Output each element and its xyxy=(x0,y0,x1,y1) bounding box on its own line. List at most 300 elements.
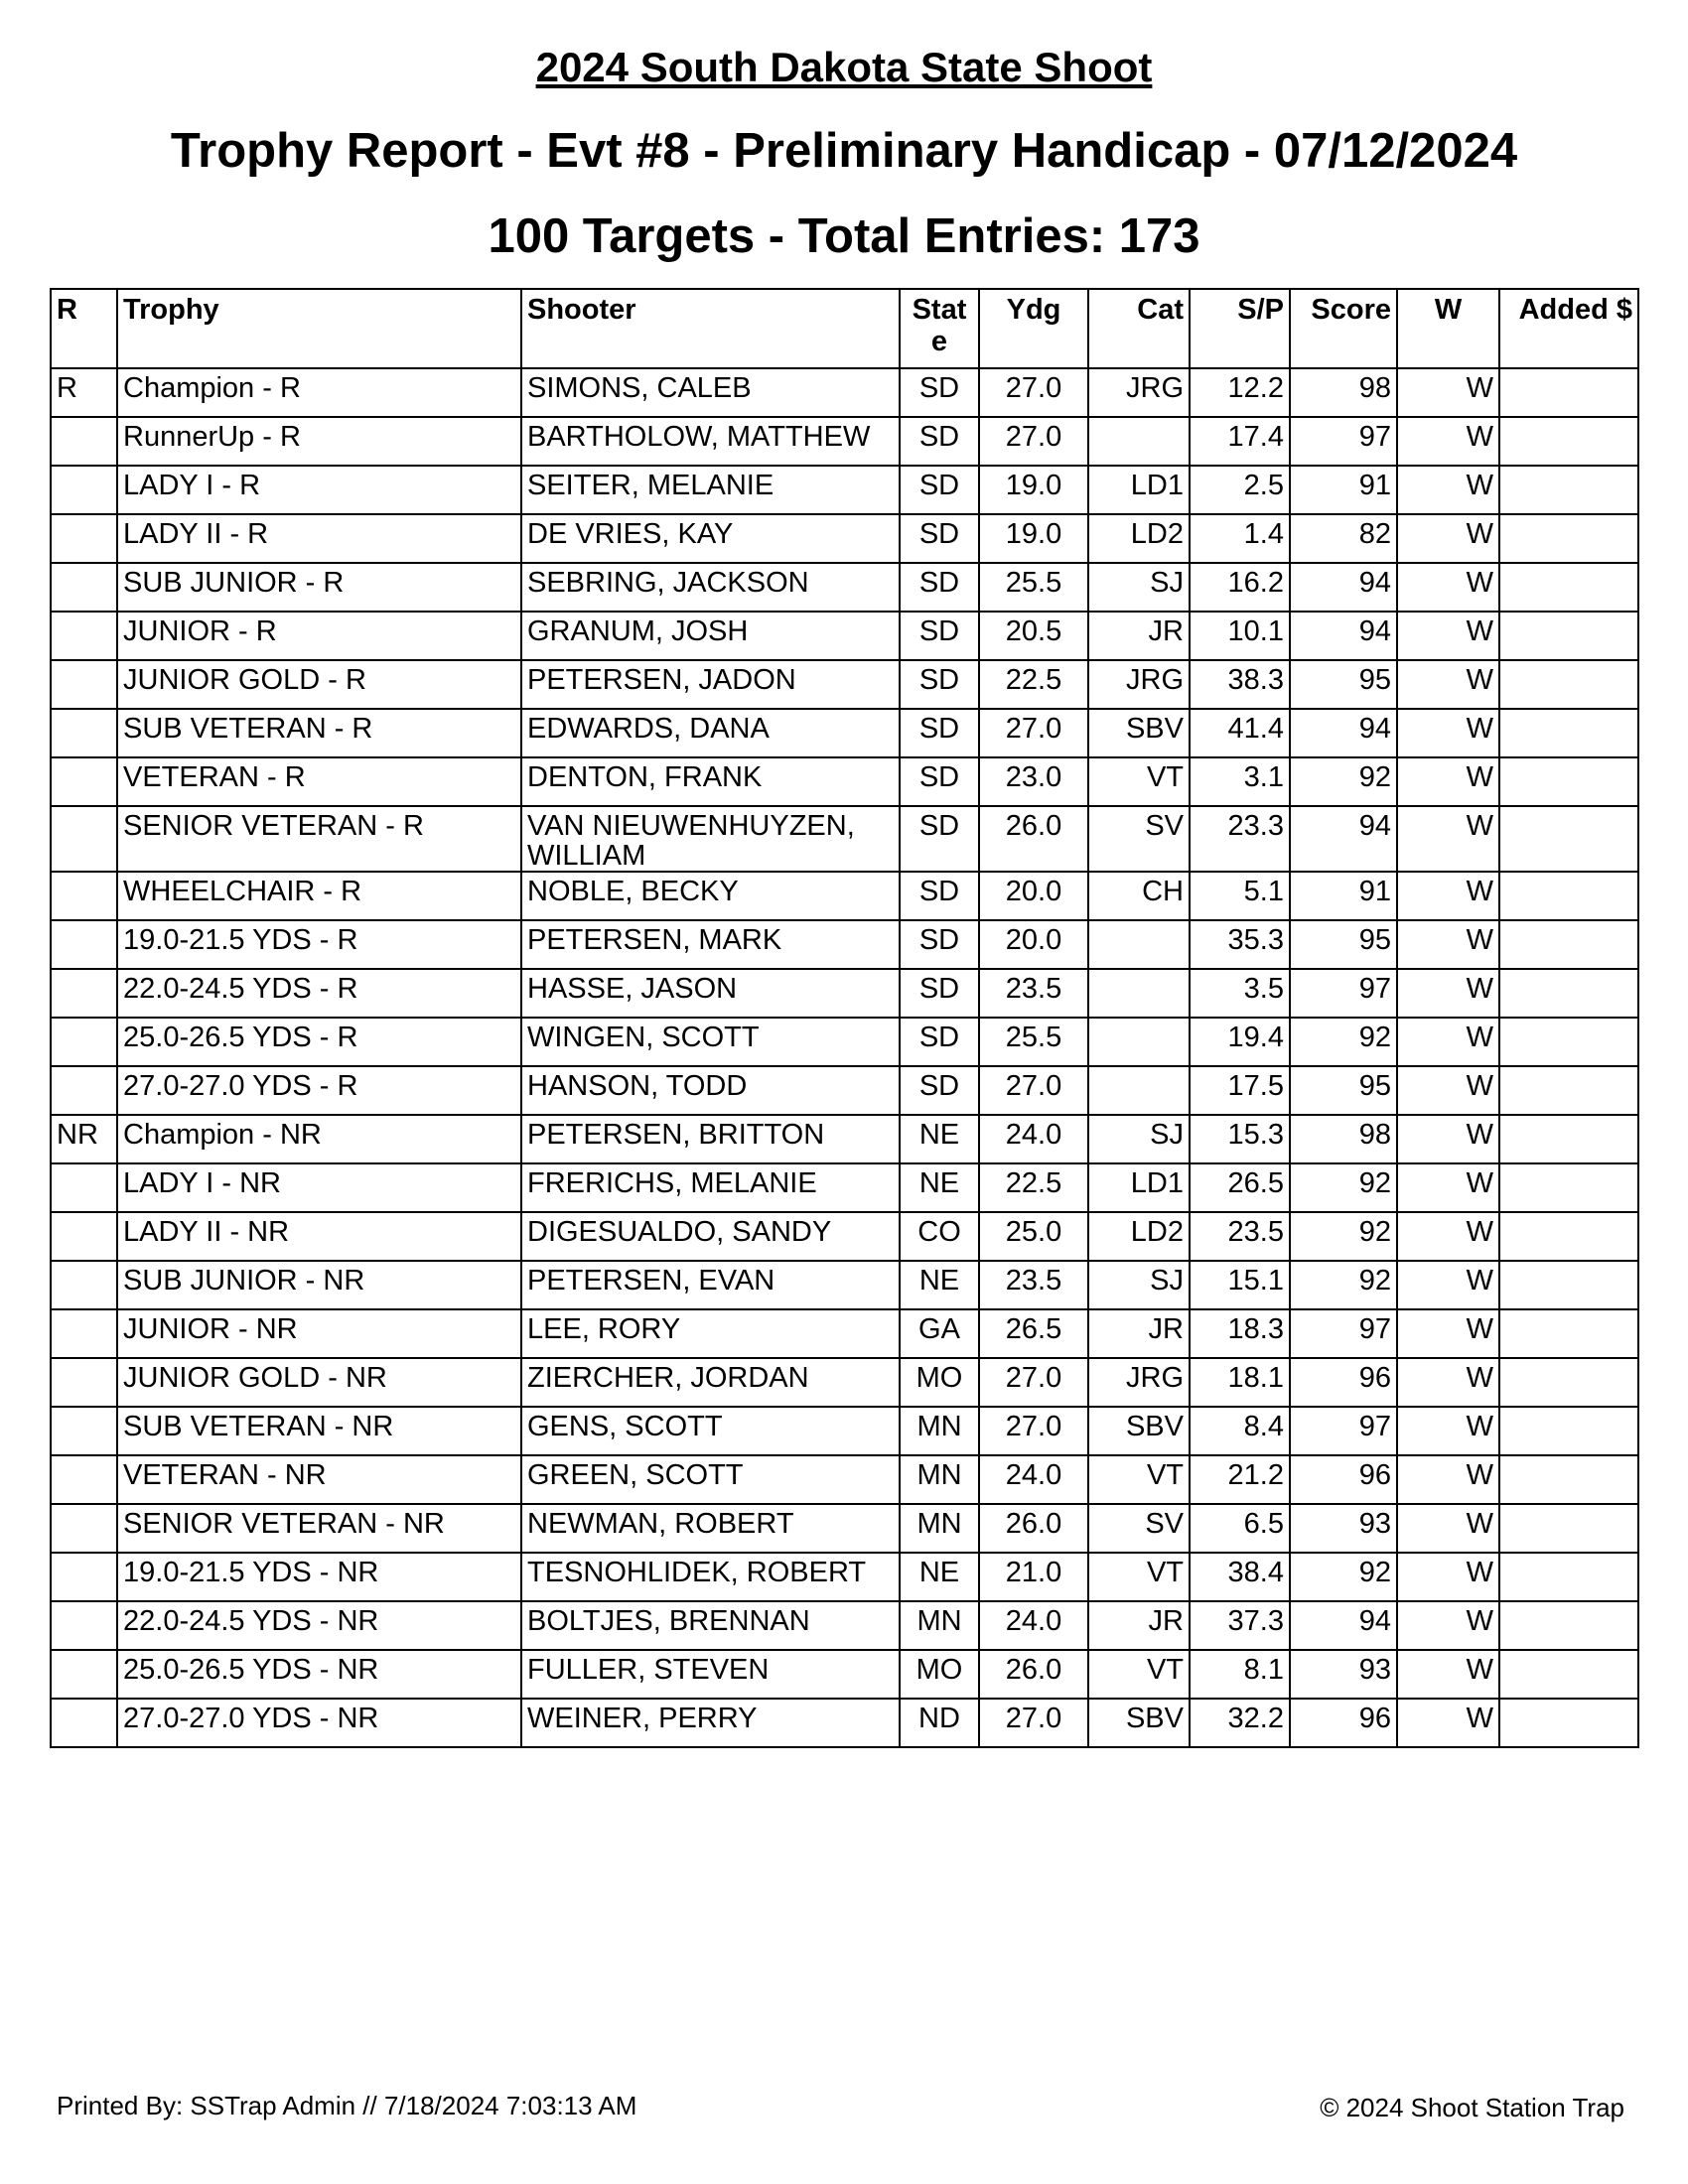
cell-r xyxy=(51,1650,117,1699)
cell-sp: 15.3 xyxy=(1190,1115,1290,1163)
cell-sp: 26.5 xyxy=(1190,1163,1290,1212)
cell-state: SD xyxy=(900,920,979,969)
cell-state: NE xyxy=(900,1115,979,1163)
cell-shooter: NEWMAN, ROBERT xyxy=(521,1504,900,1553)
cell-score: 95 xyxy=(1290,660,1397,709)
cell-shooter: GENS, SCOTT xyxy=(521,1407,900,1455)
cell-added xyxy=(1499,1163,1638,1212)
cell-cat: VT xyxy=(1088,757,1190,806)
cell-r xyxy=(51,1407,117,1455)
cell-w: W xyxy=(1397,1553,1499,1601)
cell-sp: 2.5 xyxy=(1190,466,1290,514)
cell-ydg: 26.5 xyxy=(979,1309,1088,1358)
cell-w: W xyxy=(1397,514,1499,563)
table-row xyxy=(51,920,1638,969)
cell-score: 97 xyxy=(1290,1309,1397,1358)
cell-state: NE xyxy=(900,1261,979,1309)
cell-trophy: Champion - R xyxy=(117,368,521,417)
table-header-row xyxy=(51,289,1638,368)
cell-trophy: SENIOR VETERAN - R xyxy=(117,806,521,872)
cell-added xyxy=(1499,466,1638,514)
cell-added xyxy=(1499,1212,1638,1261)
cell-score: 98 xyxy=(1290,1115,1397,1163)
cell-r: R xyxy=(51,368,117,417)
cell-cat: VT xyxy=(1088,1455,1190,1504)
table-row xyxy=(51,757,1638,806)
cell-state: CO xyxy=(900,1212,979,1261)
cell-ydg: 23.0 xyxy=(979,757,1088,806)
cell-r xyxy=(51,1163,117,1212)
cell-cat: VT xyxy=(1088,1650,1190,1699)
cell-cat: CH xyxy=(1088,872,1190,920)
cell-w: W xyxy=(1397,1455,1499,1504)
cell-ydg: 22.5 xyxy=(979,660,1088,709)
table-row xyxy=(51,1212,1638,1261)
cell-trophy: VETERAN - R xyxy=(117,757,521,806)
cell-ydg: 26.0 xyxy=(979,1504,1088,1553)
cell-sp: 16.2 xyxy=(1190,563,1290,612)
cell-w: W xyxy=(1397,1261,1499,1309)
cell-state: SD xyxy=(900,368,979,417)
cell-state: SD xyxy=(900,417,979,466)
cell-added xyxy=(1499,1504,1638,1553)
cell-trophy: 22.0-24.5 YDS - R xyxy=(117,969,521,1018)
cell-state: SD xyxy=(900,514,979,563)
cell-shooter: BOLTJES, BRENNAN xyxy=(521,1601,900,1650)
cell-score: 96 xyxy=(1290,1358,1397,1407)
col-header-state-line2: e xyxy=(930,326,948,357)
cell-cat: SJ xyxy=(1088,1261,1190,1309)
cell-state: MN xyxy=(900,1455,979,1504)
cell-trophy: 27.0-27.0 YDS - NR xyxy=(117,1699,521,1747)
cell-ydg: 26.0 xyxy=(979,1650,1088,1699)
cell-sp: 8.4 xyxy=(1190,1407,1290,1455)
cell-w: W xyxy=(1397,806,1499,872)
cell-state: MO xyxy=(900,1650,979,1699)
table-row xyxy=(51,368,1638,417)
cell-trophy: VETERAN - NR xyxy=(117,1455,521,1504)
cell-added xyxy=(1499,1407,1638,1455)
cell-w: W xyxy=(1397,1407,1499,1455)
cell-r xyxy=(51,920,117,969)
cell-sp: 37.3 xyxy=(1190,1601,1290,1650)
cell-sp: 15.1 xyxy=(1190,1261,1290,1309)
table-row xyxy=(51,660,1638,709)
trophy-table xyxy=(50,288,1639,1748)
table-row xyxy=(51,872,1638,920)
col-header-r: R xyxy=(51,289,117,368)
cell-state: MN xyxy=(900,1601,979,1650)
cell-trophy: 19.0-21.5 YDS - NR xyxy=(117,1553,521,1601)
table-row xyxy=(51,1601,1638,1650)
table-row xyxy=(51,1066,1638,1115)
cell-ydg: 20.5 xyxy=(979,612,1088,660)
cell-sp: 38.3 xyxy=(1190,660,1290,709)
cell-trophy: 19.0-21.5 YDS - R xyxy=(117,920,521,969)
cell-score: 94 xyxy=(1290,563,1397,612)
cell-state: SD xyxy=(900,969,979,1018)
cell-sp: 23.3 xyxy=(1190,806,1290,872)
cell-ydg: 27.0 xyxy=(979,1699,1088,1747)
cell-added xyxy=(1499,757,1638,806)
cell-shooter: HANSON, TODD xyxy=(521,1066,900,1115)
printed-by: Printed By: SSTrap Admin // 7/18/2024 7:03:13 AM xyxy=(57,2091,637,2120)
cell-r xyxy=(51,417,117,466)
cell-cat: JR xyxy=(1088,1601,1190,1650)
cell-added xyxy=(1499,1601,1638,1650)
cell-ydg: 24.0 xyxy=(979,1455,1088,1504)
cell-r xyxy=(51,1066,117,1115)
cell-added xyxy=(1499,660,1638,709)
cell-ydg: 27.0 xyxy=(979,709,1088,757)
cell-r xyxy=(51,563,117,612)
cell-sp: 12.2 xyxy=(1190,368,1290,417)
cell-sp: 18.1 xyxy=(1190,1358,1290,1407)
cell-state: SD xyxy=(900,563,979,612)
cell-cat xyxy=(1088,920,1190,969)
cell-cat: JRG xyxy=(1088,368,1190,417)
cell-trophy: 22.0-24.5 YDS - NR xyxy=(117,1601,521,1650)
cell-score: 92 xyxy=(1290,1018,1397,1066)
table-row xyxy=(51,1115,1638,1163)
cell-w: W xyxy=(1397,1212,1499,1261)
cell-ydg: 27.0 xyxy=(979,368,1088,417)
cell-shooter: HASSE, JASON xyxy=(521,969,900,1018)
cell-w: W xyxy=(1397,920,1499,969)
cell-state: SD xyxy=(900,466,979,514)
cell-w: W xyxy=(1397,417,1499,466)
cell-shooter: NOBLE, BECKY xyxy=(521,872,900,920)
cell-w: W xyxy=(1397,660,1499,709)
cell-shooter: SEITER, MELANIE xyxy=(521,466,900,514)
cell-w: W xyxy=(1397,1115,1499,1163)
cell-ydg: 25.5 xyxy=(979,563,1088,612)
cell-ydg: 23.5 xyxy=(979,969,1088,1018)
cell-shooter: WINGEN, SCOTT xyxy=(521,1018,900,1066)
cell-w: W xyxy=(1397,1066,1499,1115)
cell-ydg: 19.0 xyxy=(979,466,1088,514)
cell-shooter: PETERSEN, BRITTON xyxy=(521,1115,900,1163)
cell-score: 94 xyxy=(1290,612,1397,660)
cell-cat: SV xyxy=(1088,1504,1190,1553)
cell-shooter: WEINER, PERRY xyxy=(521,1699,900,1747)
cell-trophy: SUB JUNIOR - NR xyxy=(117,1261,521,1309)
table-row xyxy=(51,563,1638,612)
cell-sp: 5.1 xyxy=(1190,872,1290,920)
cell-w: W xyxy=(1397,1699,1499,1747)
col-header-ydg: Ydg xyxy=(979,289,1088,368)
cell-w: W xyxy=(1397,368,1499,417)
cell-sp: 21.2 xyxy=(1190,1455,1290,1504)
cell-state: NE xyxy=(900,1553,979,1601)
table-row xyxy=(51,709,1638,757)
cell-shooter: PETERSEN, EVAN xyxy=(521,1261,900,1309)
cell-added xyxy=(1499,1455,1638,1504)
cell-trophy: LADY II - R xyxy=(117,514,521,563)
cell-r xyxy=(51,612,117,660)
cell-sp: 3.5 xyxy=(1190,969,1290,1018)
table-row xyxy=(51,1650,1638,1699)
cell-score: 94 xyxy=(1290,806,1397,872)
cell-score: 97 xyxy=(1290,1407,1397,1455)
cell-trophy: Champion - NR xyxy=(117,1115,521,1163)
cell-r xyxy=(51,969,117,1018)
cell-trophy: JUNIOR GOLD - NR xyxy=(117,1358,521,1407)
cell-ydg: 24.0 xyxy=(979,1601,1088,1650)
cell-shooter: VAN NIEUWENHUYZEN, WILLIAM xyxy=(521,806,900,872)
cell-added xyxy=(1499,514,1638,563)
col-header-cat: Cat xyxy=(1088,289,1190,368)
cell-r xyxy=(51,806,117,872)
cell-w: W xyxy=(1397,1163,1499,1212)
table-row xyxy=(51,806,1638,872)
cell-state: ND xyxy=(900,1699,979,1747)
cell-score: 91 xyxy=(1290,872,1397,920)
cell-shooter: EDWARDS, DANA xyxy=(521,709,900,757)
cell-trophy: SUB JUNIOR - R xyxy=(117,563,521,612)
cell-added xyxy=(1499,709,1638,757)
cell-trophy: SUB VETERAN - R xyxy=(117,709,521,757)
table-row xyxy=(51,1261,1638,1309)
cell-w: W xyxy=(1397,1018,1499,1066)
table-row xyxy=(51,1504,1638,1553)
cell-shooter: TESNOHLIDEK, ROBERT xyxy=(521,1553,900,1601)
cell-shooter: ZIERCHER, JORDAN xyxy=(521,1358,900,1407)
cell-r xyxy=(51,757,117,806)
cell-sp: 23.5 xyxy=(1190,1212,1290,1261)
cell-sp: 38.4 xyxy=(1190,1553,1290,1601)
cell-cat: JR xyxy=(1088,612,1190,660)
table-row xyxy=(51,417,1638,466)
cell-sp: 8.1 xyxy=(1190,1650,1290,1699)
table-row xyxy=(51,1018,1638,1066)
cell-ydg: 27.0 xyxy=(979,1066,1088,1115)
cell-score: 93 xyxy=(1290,1650,1397,1699)
cell-state: SD xyxy=(900,757,979,806)
col-header-shooter: Shooter xyxy=(521,289,900,368)
cell-cat xyxy=(1088,969,1190,1018)
cell-r xyxy=(51,514,117,563)
cell-cat: SV xyxy=(1088,806,1190,872)
cell-score: 95 xyxy=(1290,920,1397,969)
cell-ydg: 20.0 xyxy=(979,872,1088,920)
cell-ydg: 27.0 xyxy=(979,1358,1088,1407)
cell-cat: JR xyxy=(1088,1309,1190,1358)
cell-w: W xyxy=(1397,872,1499,920)
cell-cat: JRG xyxy=(1088,660,1190,709)
cell-state: SD xyxy=(900,1018,979,1066)
cell-shooter: FULLER, STEVEN xyxy=(521,1650,900,1699)
cell-w: W xyxy=(1397,612,1499,660)
cell-trophy: SENIOR VETERAN - NR xyxy=(117,1504,521,1553)
cell-r xyxy=(51,1212,117,1261)
cell-shooter: FRERICHS, MELANIE xyxy=(521,1163,900,1212)
cell-added xyxy=(1499,1261,1638,1309)
cell-r xyxy=(51,660,117,709)
report-subtitle: 100 Targets - Total Entries: 173 xyxy=(488,209,1200,263)
cell-added xyxy=(1499,417,1638,466)
cell-r: NR xyxy=(51,1115,117,1163)
cell-r xyxy=(51,709,117,757)
cell-sp: 10.1 xyxy=(1190,612,1290,660)
table-row xyxy=(51,969,1638,1018)
cell-shooter: PETERSEN, MARK xyxy=(521,920,900,969)
cell-shooter: LEE, RORY xyxy=(521,1309,900,1358)
cell-ydg: 23.5 xyxy=(979,1261,1088,1309)
col-header-state-line1: Stat xyxy=(912,294,967,326)
cell-trophy: LADY I - NR xyxy=(117,1163,521,1212)
cell-cat xyxy=(1088,417,1190,466)
cell-ydg: 21.0 xyxy=(979,1553,1088,1601)
cell-trophy: JUNIOR - R xyxy=(117,612,521,660)
cell-added xyxy=(1499,1309,1638,1358)
cell-ydg: 19.0 xyxy=(979,514,1088,563)
cell-state: SD xyxy=(900,660,979,709)
cell-w: W xyxy=(1397,1650,1499,1699)
cell-shooter: BARTHOLOW, MATTHEW xyxy=(521,417,900,466)
table-row xyxy=(51,612,1638,660)
table-row xyxy=(51,1358,1638,1407)
col-header-w: W xyxy=(1397,289,1499,368)
cell-r xyxy=(51,1358,117,1407)
col-header-trophy: Trophy xyxy=(117,289,521,368)
cell-w: W xyxy=(1397,1601,1499,1650)
cell-sp: 17.4 xyxy=(1190,417,1290,466)
cell-w: W xyxy=(1397,466,1499,514)
cell-w: W xyxy=(1397,563,1499,612)
cell-sp: 17.5 xyxy=(1190,1066,1290,1115)
cell-score: 96 xyxy=(1290,1699,1397,1747)
cell-trophy: JUNIOR - NR xyxy=(117,1309,521,1358)
table-row xyxy=(51,1455,1638,1504)
cell-cat: VT xyxy=(1088,1553,1190,1601)
cell-score: 97 xyxy=(1290,417,1397,466)
cell-r xyxy=(51,1601,117,1650)
cell-ydg: 22.5 xyxy=(979,1163,1088,1212)
cell-ydg: 27.0 xyxy=(979,417,1088,466)
cell-r xyxy=(51,1553,117,1601)
cell-shooter: GRANUM, JOSH xyxy=(521,612,900,660)
cell-ydg: 20.0 xyxy=(979,920,1088,969)
cell-ydg: 26.0 xyxy=(979,806,1088,872)
cell-trophy: LADY I - R xyxy=(117,466,521,514)
cell-score: 92 xyxy=(1290,1212,1397,1261)
cell-score: 82 xyxy=(1290,514,1397,563)
cell-state: MO xyxy=(900,1358,979,1407)
cell-score: 97 xyxy=(1290,969,1397,1018)
cell-cat: LD2 xyxy=(1088,514,1190,563)
cell-ydg: 25.5 xyxy=(979,1018,1088,1066)
cell-score: 98 xyxy=(1290,368,1397,417)
cell-added xyxy=(1499,1115,1638,1163)
cell-score: 95 xyxy=(1290,1066,1397,1115)
cell-shooter: SIMONS, CALEB xyxy=(521,368,900,417)
cell-added xyxy=(1499,872,1638,920)
cell-r xyxy=(51,1699,117,1747)
cell-w: W xyxy=(1397,709,1499,757)
col-header-state xyxy=(900,289,979,368)
cell-r xyxy=(51,872,117,920)
cell-r xyxy=(51,466,117,514)
cell-shooter: DIGESUALDO, SANDY xyxy=(521,1212,900,1261)
cell-trophy: SUB VETERAN - NR xyxy=(117,1407,521,1455)
cell-trophy: LADY II - NR xyxy=(117,1212,521,1261)
cell-added xyxy=(1499,563,1638,612)
cell-r xyxy=(51,1455,117,1504)
cell-w: W xyxy=(1397,1358,1499,1407)
cell-added xyxy=(1499,612,1638,660)
col-header-sp: S/P xyxy=(1190,289,1290,368)
cell-score: 94 xyxy=(1290,1601,1397,1650)
cell-added xyxy=(1499,1358,1638,1407)
cell-w: W xyxy=(1397,969,1499,1018)
cell-score: 96 xyxy=(1290,1455,1397,1504)
table-row xyxy=(51,1553,1638,1601)
cell-score: 92 xyxy=(1290,757,1397,806)
cell-added xyxy=(1499,1699,1638,1747)
cell-trophy: WHEELCHAIR - R xyxy=(117,872,521,920)
cell-cat xyxy=(1088,1018,1190,1066)
cell-added xyxy=(1499,368,1638,417)
cell-w: W xyxy=(1397,757,1499,806)
cell-trophy: 25.0-26.5 YDS - R xyxy=(117,1018,521,1066)
cell-shooter: SEBRING, JACKSON xyxy=(521,563,900,612)
copyright: © 2024 Shoot Station Trap xyxy=(1320,2093,1624,2122)
event-title: 2024 South Dakota State Shoot xyxy=(535,44,1153,90)
report-title: Trophy Report - Evt #8 - Preliminary Handicap - 07/12/2024 xyxy=(170,124,1518,178)
cell-cat: SBV xyxy=(1088,1699,1190,1747)
table-row xyxy=(51,1407,1638,1455)
cell-state: MN xyxy=(900,1407,979,1455)
cell-shooter: PETERSEN, JADON xyxy=(521,660,900,709)
cell-r xyxy=(51,1309,117,1358)
cell-trophy: 27.0-27.0 YDS - R xyxy=(117,1066,521,1115)
table-row xyxy=(51,466,1638,514)
cell-added xyxy=(1499,1018,1638,1066)
cell-score: 93 xyxy=(1290,1504,1397,1553)
cell-state: SD xyxy=(900,806,979,872)
table-row xyxy=(51,1699,1638,1747)
cell-shooter: GREEN, SCOTT xyxy=(521,1455,900,1504)
cell-sp: 1.4 xyxy=(1190,514,1290,563)
cell-score: 91 xyxy=(1290,466,1397,514)
cell-cat: LD2 xyxy=(1088,1212,1190,1261)
cell-added xyxy=(1499,1066,1638,1115)
cell-score: 92 xyxy=(1290,1553,1397,1601)
cell-shooter: DENTON, FRANK xyxy=(521,757,900,806)
col-header-score: Score xyxy=(1290,289,1397,368)
cell-state: MN xyxy=(900,1504,979,1553)
cell-cat: SJ xyxy=(1088,1115,1190,1163)
cell-trophy: RunnerUp - R xyxy=(117,417,521,466)
cell-cat: LD1 xyxy=(1088,466,1190,514)
cell-cat: JRG xyxy=(1088,1358,1190,1407)
cell-added xyxy=(1499,806,1638,872)
cell-added xyxy=(1499,1553,1638,1601)
cell-score: 92 xyxy=(1290,1261,1397,1309)
cell-ydg: 24.0 xyxy=(979,1115,1088,1163)
cell-sp: 41.4 xyxy=(1190,709,1290,757)
cell-state: SD xyxy=(900,612,979,660)
cell-state: SD xyxy=(900,709,979,757)
cell-shooter: DE VRIES, KAY xyxy=(521,514,900,563)
cell-added xyxy=(1499,969,1638,1018)
cell-added xyxy=(1499,920,1638,969)
cell-state: SD xyxy=(900,872,979,920)
cell-r xyxy=(51,1504,117,1553)
cell-sp: 32.2 xyxy=(1190,1699,1290,1747)
cell-state: NE xyxy=(900,1163,979,1212)
